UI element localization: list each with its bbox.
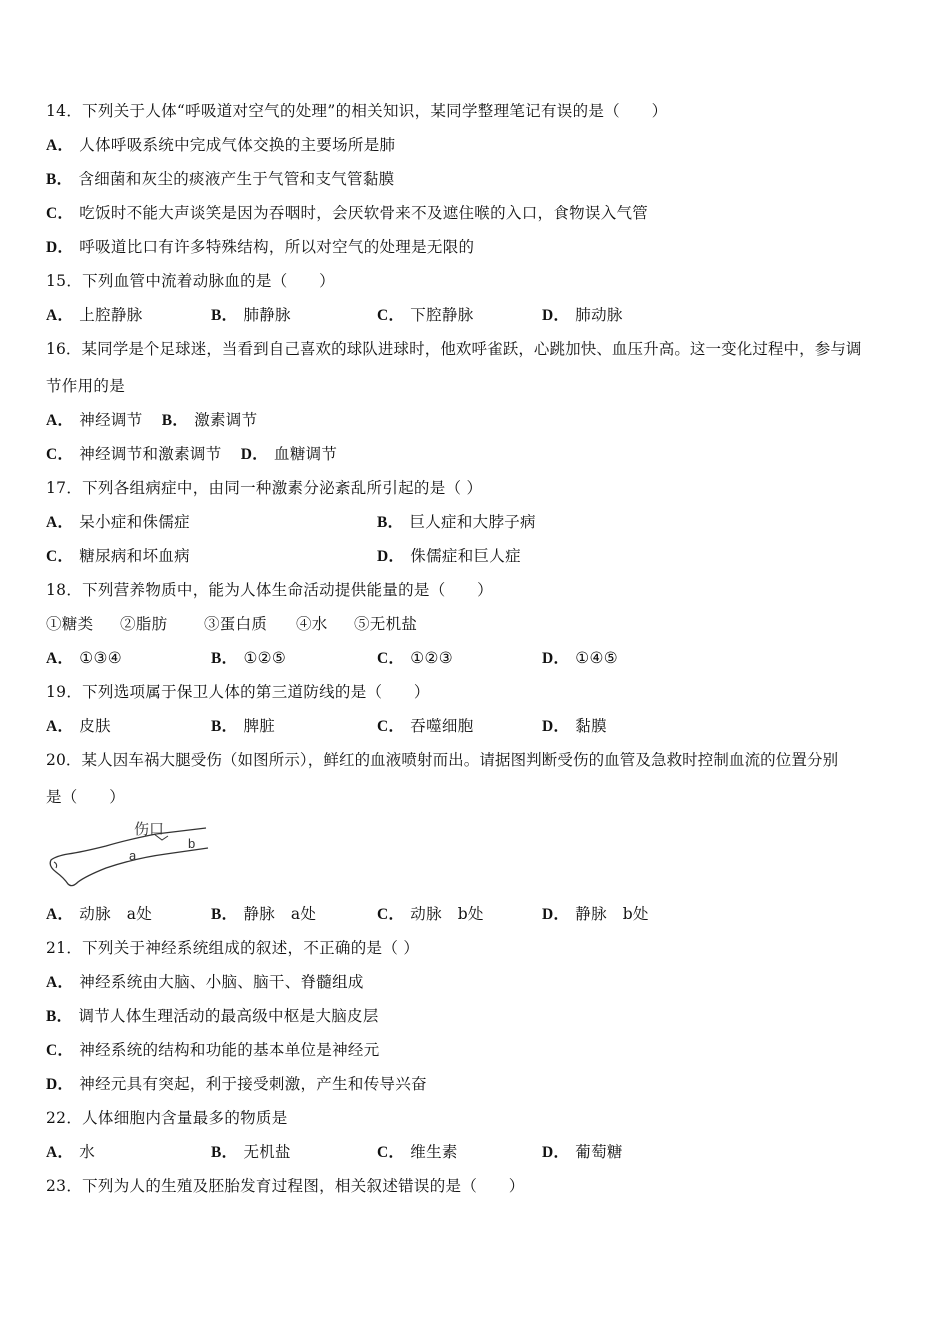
q21-option-d: D． 神经元具有突起，利于接受刺激，产生和传导兴奋 [46,1075,427,1093]
q18-item: ③蛋白质 [204,615,268,633]
q18-item: ②脂肪 [120,615,168,633]
q19-option-b: B． 脾脏 [211,717,276,735]
q14-stem: 14．下列关于人体“呼吸道对空气的处理”的相关知识，某同学整理笔记有误的是（ ） [46,102,668,120]
q18-item: ⑤无机盐 [354,615,418,633]
option-label-a: A． [46,137,74,154]
q16-stem-line1: 16．某同学是个足球迷，当看到自己喜欢的球队进球时，他欢呼雀跃，心跳加快、血压升高。这一变化过程中，参与调 [46,340,862,358]
q18-item: ①糖类 [46,615,94,633]
q23-stem: 23．下列为人的生殖及胚胎发育过程图，相关叙述错误的是（ ） [46,1177,525,1195]
point-b-label: b [188,836,196,851]
q18-option-d: D． ①④⑤ [542,649,618,667]
q18-stem: 18．下列营养物质中，能为人体生命活动提供能量的是（ ） [46,581,493,599]
leg-wound-figure [46,818,216,892]
q16-options-cd [46,443,337,465]
option-text: 呼吸道比口有许多特殊结构，所以对空气的处理是无限的 [79,238,475,256]
option-label-b: B． [46,171,73,188]
option-text: 人体呼吸系统中完成气体交换的主要场所是肺 [79,136,396,154]
q19-options [46,715,906,737]
q22-option-b: B． 无机盐 [211,1143,291,1161]
q21-option-a: A． 神经系统由大脑、小脑、脑干、脊髓组成 [46,973,364,991]
q20-option-c: C． 动脉 b处 [377,905,484,923]
q21-option-b: B． 调节人体生理活动的最高级中枢是大脑皮层 [46,1007,379,1025]
leg-toe-line [54,862,57,868]
option-text: 吃饭时不能大声谈笑是因为吞咽时，会厌软骨来不及遮住喉的入口，食物误入气管 [79,204,649,222]
q18-option-a: A． ①③④ [46,649,122,667]
q15-stem: 15．下列血管中流着动脉血的是（ ） [46,272,335,290]
q14-option-a [46,134,395,156]
q21-stem: 21．下列关于神经系统组成的叙述，不正确的是（ ） [46,939,420,957]
q15-options [46,304,906,326]
q15-option-b: B． 肺静脉 [211,306,291,324]
q18-item: ④水 [296,615,328,633]
q22-stem: 22．人体细胞内含量最多的物质是 [46,1109,288,1127]
q19-option-a: A． 皮肤 [46,717,111,735]
q16-option-b: B． 激素调节 [161,411,258,429]
q20-stem-line1: 20．某人因车祸大腿受伤（如图所示），鲜红的血液喷射而出。请据图判断受伤的血管及急救时控制血流的位置分别 [46,751,839,769]
q22-option-d: D． 葡萄糖 [542,1143,623,1161]
q14-option-c [46,202,648,224]
q22-options [46,1141,906,1163]
q20-options [46,903,906,925]
q17-option-d: D． 侏儒症和巨人症 [377,547,521,565]
q15-option-c: C． 下腔静脉 [377,306,474,324]
q22-option-a: A． 水 [46,1143,96,1161]
q20-option-a: A． 动脉 a处 [46,905,153,923]
q16-options-ab [46,409,257,431]
q20-option-b: B． 静脉 a处 [211,905,317,923]
option-text: 含细菌和灰尘的痰液产生于气管和支气管黏膜 [78,170,395,188]
q19-option-c: C． 吞噬细胞 [377,717,474,735]
q18-option-b: B． ①②⑤ [211,649,287,667]
q22-option-c: C． 维生素 [377,1143,458,1161]
q18-options [46,647,906,669]
q19-stem: 19．下列选项属于保卫人体的第三道防线的是（ ） [46,683,430,701]
point-a-label: a [129,848,137,863]
q16-option-d: D． 血糖调节 [240,445,338,463]
q17-options-ab [46,511,906,533]
q18-items [46,613,906,635]
q15-option-a: A． 上腔静脉 [46,306,143,324]
option-label-c: C． [46,205,74,222]
q17-option-a: A． 呆小症和侏儒症 [46,513,190,531]
q15-option-d: D． 肺动脉 [542,306,623,324]
q19-option-d: D． 黏膜 [542,717,607,735]
q16-option-c: C． 神经调节和激素调节 [46,445,222,463]
option-label-d: D． [46,239,74,256]
q17-options-cd [46,545,906,567]
q17-option-b: B． 巨人症和大脖子病 [377,513,536,531]
q21-option-c: C． 神经系统的结构和功能的基本单位是神经元 [46,1041,380,1059]
q14-option-d [46,236,474,258]
q16-option-a: A． 神经调节 [46,411,143,429]
q20-option-d: D． 静脉 b处 [542,905,649,923]
wound-label: 伤口 [134,821,165,838]
q17-stem: 17．下列各组病症中，由同一种激素分泌紊乱所引起的是（ ） [46,479,483,497]
q14-option-b [46,168,394,190]
q18-option-c: C． ①②③ [377,649,453,667]
q16-stem-line2: 节作用的是 [46,377,126,395]
q17-option-c: C． 糖尿病和坏血病 [46,547,190,565]
q20-stem-line2: 是（ ） [46,788,126,806]
